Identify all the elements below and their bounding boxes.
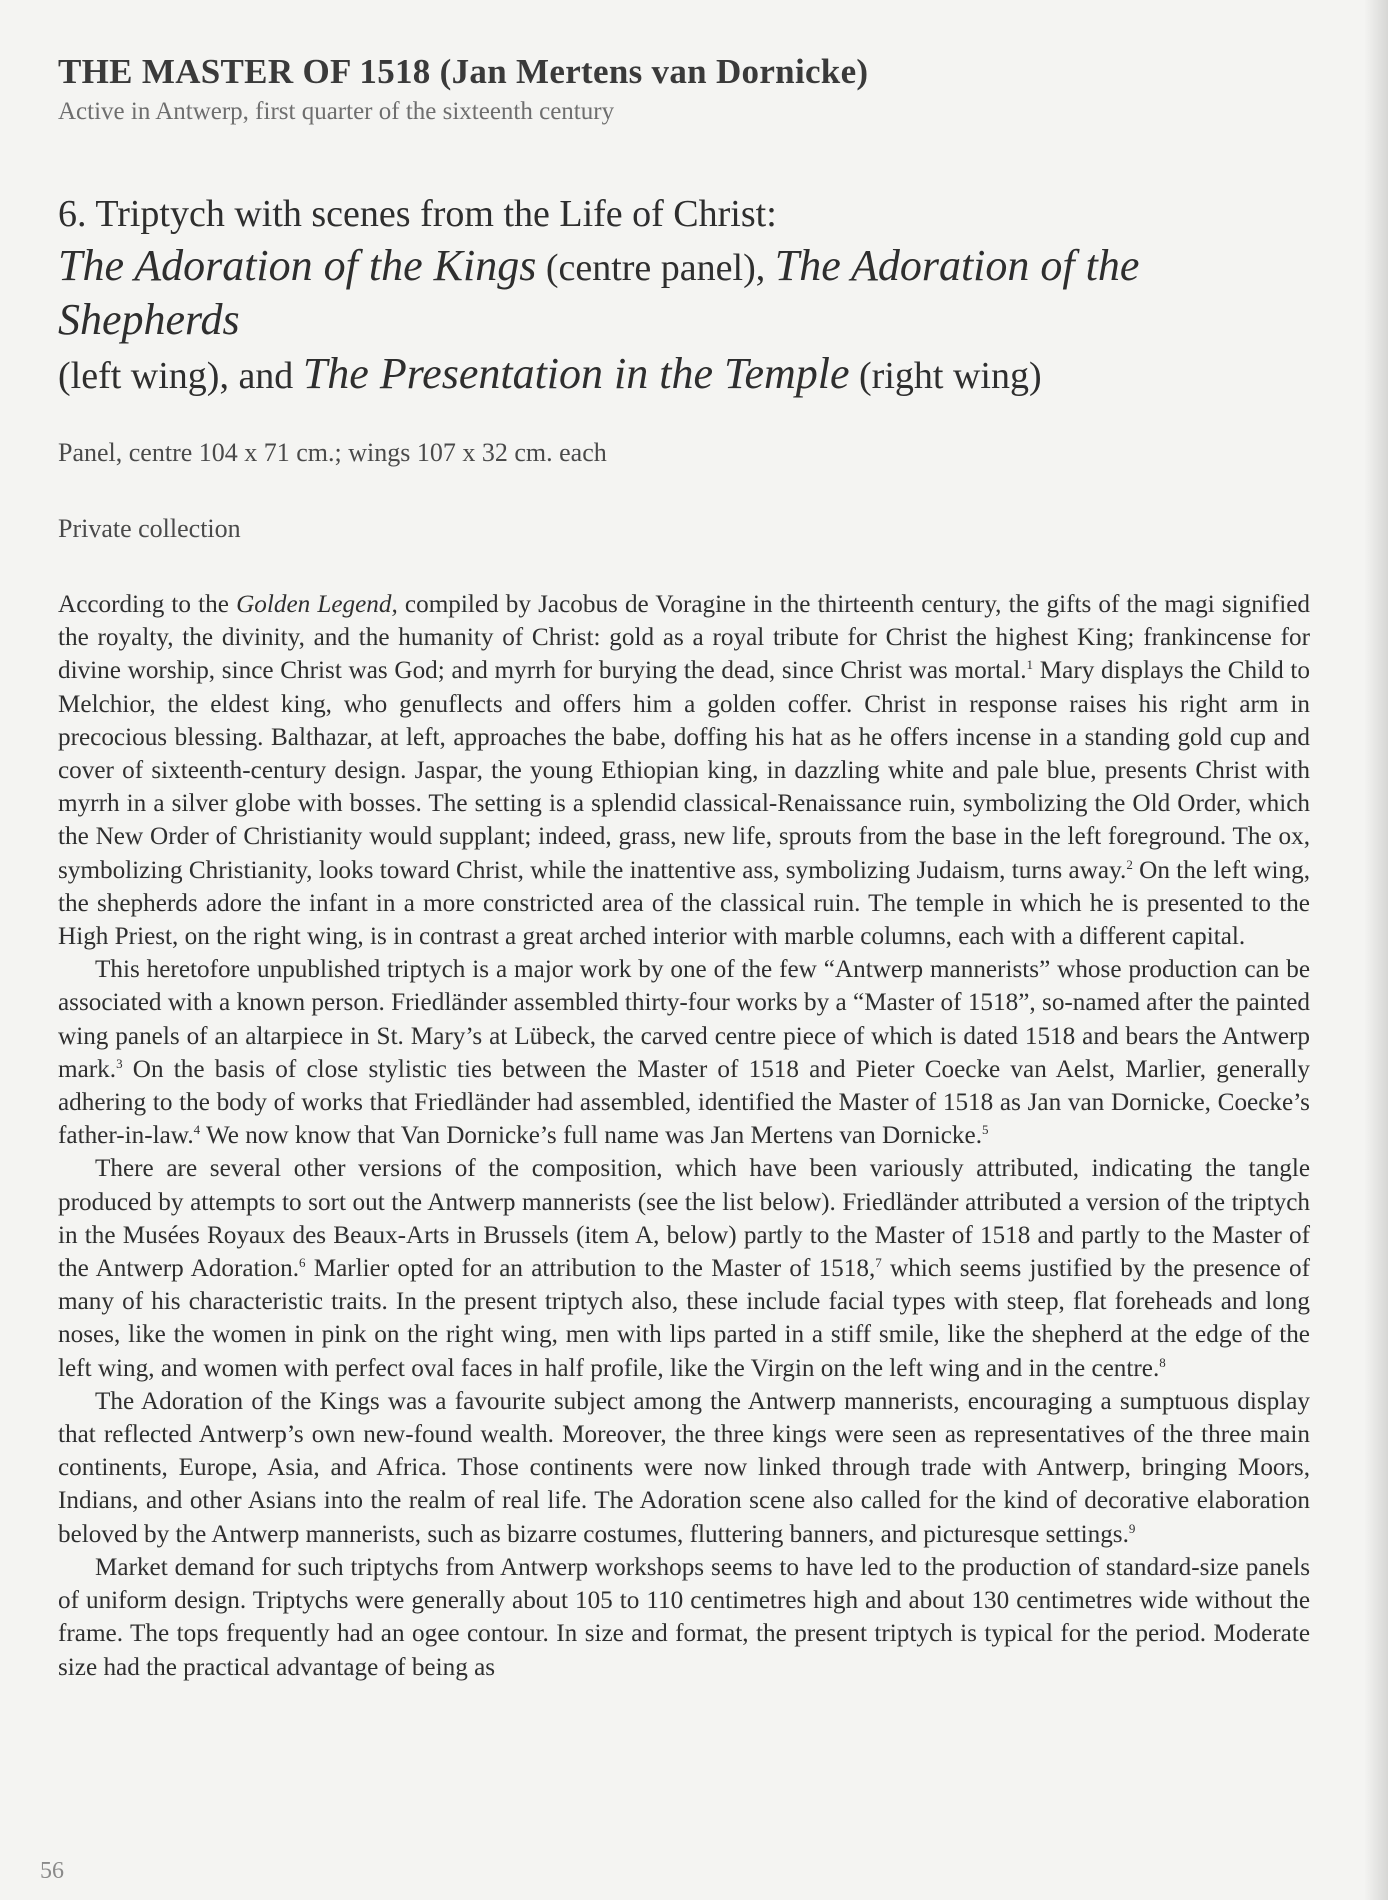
entry-title-lead: Triptych with scenes from the Life of Christ: — [95, 193, 777, 235]
footnote-ref: 2 — [1126, 856, 1133, 872]
footnote-ref: 3 — [116, 1055, 123, 1071]
footnote-ref: 6 — [299, 1255, 306, 1271]
paragraph: The Adoration of the Kings was a favourite subject among the Antwerp mannerists, encouraging a sumptuous display that reflected Antwerp’s own new-found wealth. Moreover, the three kings were seen as representatives of the three main continents, Europe, Asia, and Africa. Those continents were now linked through trade with Antwerp, bringing Moors, Indians, and other Asians into the realm of real life. The Adoration scene also called for the kind of decorative elaboration beloved by the Antwerp mannerists, such as bizarre costumes, fluttering banners, and picturesque settings.$^9$ — [58, 1387, 1310, 1548]
title-left-note: (left wing), and — [58, 355, 294, 397]
collection: Private collection — [58, 514, 241, 543]
footnote-ref: 1 — [1026, 657, 1034, 673]
footnote-ref: 9 — [1128, 1520, 1136, 1536]
title-centre-panel: The Adoration of the Kings — [58, 241, 537, 290]
catalogue-entry-title — [58, 188, 1310, 402]
paragraph: According to the Golden Legend, compiled by Jacobus de Voragine in the thirteenth century, the gifts of the magi signified the royalty, the divinity, and the humanity of Christ: gold as a royal tribute for Christ the highest King; frankincense for divine worship, since Christ was God; and myrrh for burying the dead, since Christ was mortal.$^1$ Mary displays the Child to Melchior, the eldest king, who genuflects and offers him a golden coffer. Christ in response raises his right arm in precocious blessing. Balthazar, at left, approaches the babe, doffing his hat as he offers incense in a standing gold cup and cover of sixteenth-century design. Jaspar, the young Ethiopian king, in dazzling white and pale blue, presents Christ with myrrh in a silver globe with bosses. The setting is a splendid classical-Renaissance ruin, symbolizing the Old Order, which the New Order of Christianity would supplant; indeed, grass, new life, sprouts from the base in the left foreground. The ox, symbolizing Christianity, looks toward Christ, while the inattentive ass, symbolizing Judaism, turns away.$^2$ On the left wing, the shepherds adore the infant in a more constricted area of the classical ruin. The temple in which he is presented to the High Priest, on the right wing, is in contrast a great arched interior with marble columns, each with a different capital. — [58, 591, 1311, 951]
page-edge-shadow — [1364, 0, 1388, 1900]
footnote-ref: 7 — [875, 1255, 882, 1271]
footnote-ref: 8 — [1159, 1354, 1166, 1370]
title-right-note: (right wing) — [859, 355, 1042, 397]
artist-active-dates: Active in Antwerp, first quarter of the sixteenth century — [58, 98, 615, 125]
page — [58, 48, 1310, 1684]
title-centre-note: (centre panel), — [545, 247, 766, 289]
dimensions: Panel, centre 104 x 71 cm.; wings 107 x 32 cm. each — [58, 438, 607, 467]
title-left-wing: The Adoration of the Shepherds — [58, 241, 1140, 344]
paragraph: There are several other versions of the composition, which have been variously attributed, indicating the tangle produced by attempts to sort out the Antwerp mannerists (see the list below). Friedländer attributed a version of the triptych in the Musées Royaux des Beaux-Arts in Brussels (item A, below) partly to the Master of 1518 and partly to the Master of the Antwerp Adoration.$^6$ Marlier opted for an attribution to the Master of 1518,$^7$ which seems justified by the presence of many of his characteristic traits. In the present triptych also, these include facial types with steep, flat foreheads and long noses, like the women in pink on the right wing, men with lips parted in a stiff smile, like the shepherd at the edge of the left wing, and women with perfect oval faces in half profile, like the Virgin on the left wing and in the centre.$^8$ — [58, 1155, 1310, 1382]
footnote-ref: 5 — [982, 1122, 989, 1138]
page-number: 56 — [40, 1858, 64, 1884]
entry-body — [58, 588, 1310, 1684]
paragraph: Market demand for such triptychs from Antwerp workshops seems to have led to the production of standard-size panels of uniform design. Triptychs were generally about 105 to 110 centimetres high and about 130 centimetres wide without the frame. The tops frequently had an ogee contour. In size and format, the present triptych is typical for the period. Moderate size had the practical advantage of being as — [58, 1553, 1310, 1681]
title-right-wing: The Presentation in the Temple — [302, 349, 850, 398]
paragraph: This heretofore unpublished triptych is a major work by one of the few “Antwerp mannerists” whose production can be associated with a known person. Friedländer assembled thirty-four works by a “Master of 1518”, so-named after the painted wing panels of an altarpiece in St. Mary’s at Lübeck, the carved centre piece of which is dated 1518 and bears the Antwerp mark.$^3$ On the basis of close stylistic ties between the Master of 1518 and Pieter Coecke van Aelst, Marlier, generally adhering to the body of works that Friedländer had assembled, identified the Master of 1518 as Jan van Dornicke, Coecke’s father-in-law.$^4$ We now know that Van Dornicke’s full name was Jan Mertens van Dornicke.$^5$ — [58, 956, 1310, 1150]
entry-number: 6. — [58, 193, 87, 235]
footnote-ref: 4 — [193, 1122, 201, 1138]
artist-heading: THE MASTER OF 1518 (Jan Mertens van Dornicke) — [58, 52, 869, 91]
